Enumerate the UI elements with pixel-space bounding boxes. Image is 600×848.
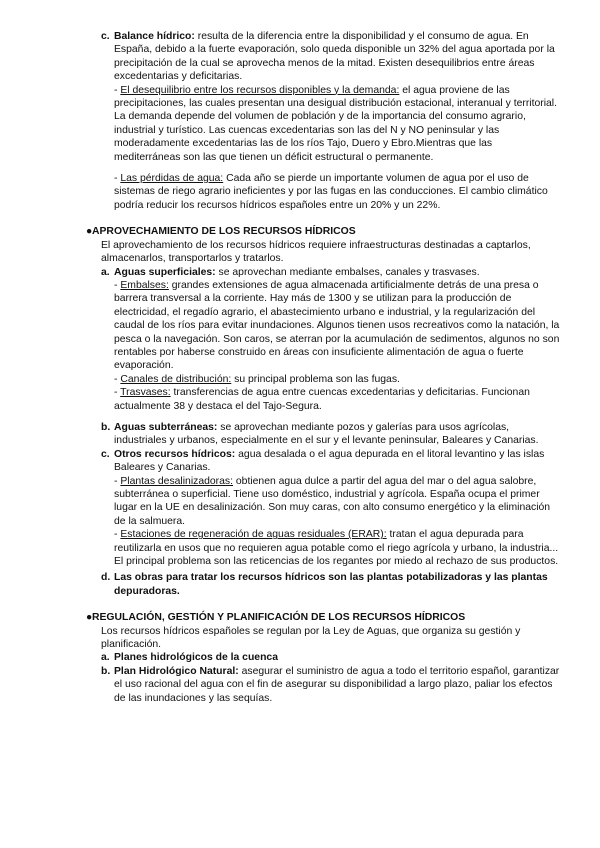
list-item-planes-cuenca bbox=[0, 651, 600, 664]
dash-glyph: - bbox=[114, 475, 121, 487]
subitem-text: grandes extensiones de agua almacenada artificialmente detrás de una presa o barrera transversal a la corriente. Hay más de 1300 y se utilizan para la producción de electricidad, el regadío agrario, el abastecimiento urbano e industrial, y la regularización del caudal de los ríos para evitar inundaciones. Algunos tienen usos recreativos como la natación, la pesca o la navegación. Son caros, se aterran por la acumulación de sedimentos, algunos no son rentables por haberse construido en áreas con insuficiente alimentación de agua o fuerte evaporación. bbox=[114, 279, 560, 372]
term-label: Planes hidrológicos de la cuenca bbox=[114, 652, 278, 664]
subitem-label: Plantas desalinizadoras: bbox=[120, 475, 233, 487]
subitem-text: transferencias de agua entre cuencas excedentarias y deficitarias. Funcionan actualmente 38 y destaca el del Tajo-Segura. bbox=[114, 387, 530, 412]
subitem-label: Trasvases: bbox=[120, 387, 171, 399]
subitem-desalinizadoras bbox=[0, 475, 600, 529]
list-item-obras bbox=[0, 571, 600, 598]
subitem-trasvases bbox=[0, 386, 600, 413]
list-marker: b. bbox=[101, 665, 111, 677]
term-label: Aguas subterráneas: bbox=[114, 421, 218, 433]
subitem-erar bbox=[0, 528, 600, 568]
subitem-text: Cada año se pierde un importante volumen de agua por el uso de sistemas de riego agrario ineficientes y por las fugas en las conducciones. El cambio climático podría reducir los recursos hídricos españoles entre un 20% y un 22%. bbox=[114, 173, 548, 211]
term-label: Aguas superficiales: bbox=[114, 266, 216, 278]
subitem-desequilibrio bbox=[0, 84, 600, 164]
term-text: Las obras para tratar los recursos hídricos son las plantas potabilizadoras y las plantas depuradoras. bbox=[114, 572, 548, 597]
list-marker: a. bbox=[101, 266, 110, 278]
list-marker: d. bbox=[101, 572, 111, 584]
dash-glyph: - bbox=[114, 84, 121, 96]
term-text: se aprovechan mediante embalses, canales y trasvases. bbox=[218, 266, 480, 278]
dash-glyph: - bbox=[114, 373, 121, 385]
subitem-text: el agua proviene de las precipitaciones, las cuales presentan una desigual distribución estacional, interanual y territorial. La demanda depende del volumen de población y de la importancia del consumo agrario, industrial y turístico. Las cuencas excedentarias son las del N y NO peninsular y las moderadamente excedentarias las de los ríos Tajo, Duero y Ebro.Mientras que las mediterráneas son las que tienen un déficit estructural o permanente. bbox=[114, 84, 558, 163]
term-text: asegurar el suministro de agua a todo el territorio español, garantizar el uso racional del agua con el fin de asegurar su disponibilidad a largo plazo, paliar los efectos de las inundaciones y las sequías. bbox=[114, 665, 560, 704]
section-intro: Los recursos hídricos españoles se regulan por la Ley de Aguas, que organiza su gestión y planificación. bbox=[101, 625, 521, 651]
term-label: Otros recursos hídricos: bbox=[114, 448, 236, 460]
subitem-label: El desequilibrio entre los recursos disponibles y la demanda: bbox=[120, 84, 400, 96]
subitem-label: Estaciones de regeneración de aguas residuales (ERAR): bbox=[120, 529, 387, 541]
bullet-icon: ● bbox=[86, 226, 93, 238]
section-heading-aprovechamiento bbox=[0, 225, 600, 238]
list-marker: c. bbox=[101, 31, 110, 42]
list-marker: c. bbox=[101, 448, 110, 460]
bullet-icon: ● bbox=[86, 612, 93, 624]
subitem-text: obtienen agua dulce a partir del agua del mar o del agua salobre, subterránea o superficial. Tiene uso doméstico, industrial y agrícola. España ocupa el primer lugar en la UE en desalinización. Son muy caras, con alto consumo energético y la eliminación de la salmuera. bbox=[114, 475, 551, 527]
subitem-label: Canales de distribución: bbox=[120, 373, 232, 385]
term-text: agua desalada o el agua depurada en el litoral levantino y las islas Baleares y Canarias. bbox=[114, 448, 545, 474]
list-item-aguas-superficiales bbox=[0, 266, 600, 279]
term-label: Balance hídrico: bbox=[114, 31, 195, 42]
list-marker: b. bbox=[101, 421, 111, 433]
section-heading-text: APROVECHAMIENTO DE LOS RECURSOS HÍDRICOS bbox=[92, 226, 356, 238]
subitem-label: Embalses: bbox=[120, 279, 169, 291]
dash-glyph: - bbox=[114, 173, 121, 185]
section-heading-text: REGULACIÓN, GESTIÓN Y PLANIFICACIÓN DE LOS RECURSOS HÍDRICOS bbox=[92, 612, 466, 624]
subitem-label: Las pérdidas de agua: bbox=[120, 173, 224, 185]
subitem-text: su principal problema son las fugas. bbox=[234, 373, 400, 385]
term-text: resulta de la diferencia entre la disponibilidad y el consumo de agua. En España, debido a la fuerte evaporación, solo queda disponible un 32% del agua aportada por la precipitación de la cual se aprovecha menos de la mitad. Existen desequilibrios entre áreas excedentarias y deficitarias. bbox=[114, 31, 555, 83]
list-item-otros-recursos bbox=[0, 448, 600, 475]
list-item-balance-hidrico bbox=[0, 30, 600, 84]
term-label: Plan Hidrológico Natural: bbox=[114, 665, 239, 677]
subitem-perdidas bbox=[0, 172, 600, 212]
list-marker: a. bbox=[101, 652, 110, 664]
list-item-aguas-subterraneas bbox=[0, 421, 600, 448]
section-intro: El aprovechamiento de los recursos hídricos requiere infraestructuras destinadas a captarlos, almacenarlos, transportarlos y tratarlos. bbox=[101, 239, 531, 265]
section-heading-regulacion bbox=[0, 611, 600, 624]
dash-glyph: - bbox=[114, 529, 121, 541]
dash-glyph: - bbox=[114, 387, 121, 399]
list-item-plan-hidrologico bbox=[0, 665, 600, 705]
dash-glyph: - bbox=[114, 279, 121, 291]
term-text: se aprovechan mediante pozos y galerías para usos agrícolas, industriales y urbanos, especialmente en el sur y el levante peninsular, Baleares y Canarias. bbox=[114, 421, 539, 447]
subitem-canales bbox=[0, 373, 600, 386]
subitem-text: tratan el agua depurada para reutilizarla en usos que no requieren agua potable como el riego agrícola y urbano, la industria... El principal problema son las reticencias de los regantes por miedo al rechazo de sus productos. bbox=[114, 529, 559, 568]
subitem-embalses bbox=[0, 279, 600, 373]
